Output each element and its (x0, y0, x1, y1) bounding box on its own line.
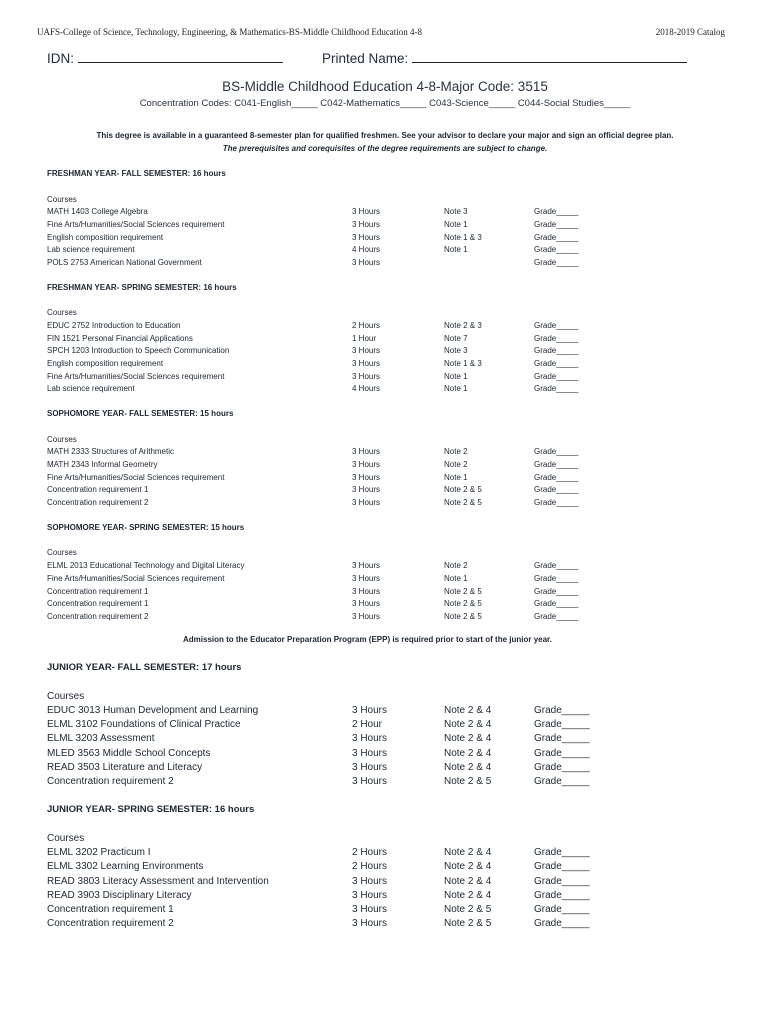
course-name: SPCH 1203 Introduction to Speech Communication (47, 346, 230, 355)
course-note: Note 3 (444, 346, 468, 355)
course-note: Note 1 (444, 384, 468, 393)
course-note: Note 2 & 5 (444, 599, 482, 608)
course-hours: 2 Hours (352, 861, 388, 872)
course-name: ELML 3302 Learning Environments (47, 861, 204, 872)
course-hours: 3 Hours (352, 372, 381, 381)
idn-label: IDN: (47, 51, 74, 66)
grade-blank[interactable]: Grade_____ (534, 861, 590, 872)
course-hours: 3 Hours (352, 876, 388, 887)
course-note: Note 1 (444, 372, 468, 381)
grade-blank[interactable]: Grade_____ (534, 847, 590, 858)
course-hours: 3 Hours (352, 485, 381, 494)
grade-blank[interactable]: Grade_____ (534, 612, 579, 621)
printed-name-underline[interactable] (412, 50, 687, 63)
course-hours: 3 Hours (352, 599, 381, 608)
course-hours: 3 Hours (352, 460, 381, 469)
course-hours: 3 Hours (352, 587, 381, 596)
course-note: Note 2 & 4 (444, 733, 492, 744)
grade-blank[interactable]: Grade_____ (534, 207, 579, 216)
course-hours: 3 Hours (352, 918, 388, 929)
course-name: Concentration requirement 2 (47, 918, 174, 929)
course-note: Note 2 & 4 (444, 748, 492, 759)
course-hours: 3 Hours (352, 776, 388, 787)
course-name: READ 3503 Literature and Literacy (47, 762, 203, 773)
grade-blank[interactable]: Grade_____ (534, 258, 579, 267)
course-note: Note 2 & 4 (444, 762, 492, 773)
guarantee-notice: This degree is available in a guaranteed 8-semester plan for qualified freshmen. See your advisor to declare your major and sign an official degree plan. (96, 131, 674, 140)
courses-label: Courses (47, 435, 77, 444)
course-note: Note 2 & 4 (444, 876, 492, 887)
printed-name-label: Printed Name: (322, 51, 409, 66)
course-note: Note 2 (444, 447, 468, 456)
concentration-codes: Concentration Codes: C041-English_____ C042-Mathematics_____ C043-Science_____ C044-Social Studies_____ (139, 98, 631, 109)
course-note: Note 2 & 5 (444, 776, 492, 787)
course-note: Note 2 & 4 (444, 719, 492, 730)
courses-label: Courses (47, 691, 85, 702)
grade-blank[interactable]: Grade_____ (534, 498, 579, 507)
degree-title: BS-Middle Childhood Education 4-8-Major Code: 3515 (222, 79, 548, 94)
course-hours: 3 Hours (352, 473, 381, 482)
epp-admission-note: Admission to the Educator Preparation Program (EPP) is required prior to start of the junior year. (183, 635, 552, 644)
course-note: Note 2 & 5 (444, 612, 482, 621)
courses-label: Courses (47, 195, 77, 204)
course-hours: 3 Hours (352, 574, 381, 583)
course-hours: 3 Hours (352, 733, 388, 744)
course-note: Note 2 (444, 460, 468, 469)
course-hours: 2 Hours (352, 847, 388, 858)
grade-blank[interactable]: Grade_____ (534, 485, 579, 494)
semester-title: SOPHOMORE YEAR- SPRING SEMESTER: 15 hours (47, 523, 245, 532)
grade-blank[interactable]: Grade_____ (534, 561, 579, 570)
grade-blank[interactable]: Grade_____ (534, 705, 590, 716)
course-name: Concentration requirement 1 (47, 904, 174, 915)
header-catalog-year: 2018-2019 Catalog (655, 27, 725, 37)
course-note: Note 3 (444, 207, 468, 216)
course-name: ELML 3203 Assessment (47, 733, 155, 744)
course-note: Note 2 & 5 (444, 918, 492, 929)
course-hours: 3 Hours (352, 233, 381, 242)
course-name: Concentration requirement 2 (47, 776, 174, 787)
course-hours: 3 Hours (352, 498, 381, 507)
course-name: READ 3903 Disciplinary Literacy (47, 890, 192, 901)
course-note: Note 2 & 4 (444, 890, 492, 901)
grade-blank[interactable]: Grade_____ (534, 233, 579, 242)
course-note: Note 1 & 3 (444, 233, 482, 242)
grade-blank[interactable]: Grade_____ (534, 346, 579, 355)
course-hours: 3 Hours (352, 447, 381, 456)
prereq-note: The prerequisites and corequisites of the degree requirements are subject to change. (222, 144, 548, 153)
grade-blank[interactable]: Grade_____ (534, 460, 579, 469)
course-note: Note 7 (444, 334, 468, 343)
course-name: MATH 1403 College Algebra (47, 207, 148, 216)
course-hours: 3 Hours (352, 207, 381, 216)
course-note: Note 1 (444, 473, 468, 482)
course-name: Fine Arts/Humanities/Social Sciences requirement (47, 473, 225, 482)
course-hours: 3 Hours (352, 258, 381, 267)
grade-blank[interactable]: Grade_____ (534, 359, 579, 368)
course-hours: 4 Hours (352, 384, 381, 393)
course-note: Note 1 & 3 (444, 359, 482, 368)
course-hours: 2 Hour (352, 719, 383, 730)
course-note: Note 2 & 4 (444, 847, 492, 858)
course-name: MATH 2333 Structures of Arithmetic (47, 447, 175, 456)
course-hours: 3 Hours (352, 705, 388, 716)
grade-blank[interactable]: Grade_____ (534, 473, 579, 482)
course-hours: 3 Hours (352, 762, 388, 773)
course-name: ELML 3102 Foundations of Clinical Practice (47, 719, 241, 730)
grade-blank[interactable]: Grade_____ (534, 918, 590, 929)
course-name: MATH 2343 Informal Geometry (47, 460, 158, 469)
printed-name-field[interactable] (322, 50, 687, 66)
course-name: EDUC 2752 Introduction to Education (47, 321, 181, 330)
semester-title: FRESHMAN YEAR- SPRING SEMESTER: 16 hours (47, 283, 237, 292)
grade-blank[interactable]: Grade_____ (534, 574, 579, 583)
course-name: Concentration requirement 1 (47, 485, 149, 494)
semester-title: JUNIOR YEAR- SPRING SEMESTER: 16 hours (47, 804, 255, 815)
course-name: MLED 3563 Middle School Concepts (47, 748, 211, 759)
grade-blank[interactable]: Grade_____ (534, 334, 579, 343)
course-note: Note 2 & 4 (444, 861, 492, 872)
course-hours: 2 Hours (352, 321, 381, 330)
course-note: Note 2 & 5 (444, 485, 482, 494)
course-name: EDUC 3013 Human Development and Learning (47, 705, 259, 716)
idn-underline[interactable] (78, 50, 283, 63)
course-hours: 1 Hour (352, 334, 377, 343)
course-name: Lab science requirement (47, 245, 135, 254)
course-name: POLS 2753 American National Government (47, 258, 202, 267)
course-hours: 3 Hours (352, 890, 388, 901)
course-hours: 4 Hours (352, 245, 381, 254)
header-college: UAFS-College of Science, Technology, Engineering, & Mathematics-BS-Middle Childhood Education 4-8 (37, 27, 423, 37)
grade-blank[interactable]: Grade_____ (534, 733, 590, 744)
grade-blank[interactable]: Grade_____ (534, 220, 579, 229)
grade-blank[interactable]: Grade_____ (534, 719, 590, 730)
course-hours: 3 Hours (352, 904, 388, 915)
course-note: Note 1 (444, 245, 468, 254)
course-name: Fine Arts/Humanities/Social Sciences requirement (47, 574, 225, 583)
courses-label: Courses (47, 833, 85, 844)
course-name: English composition requirement (47, 233, 164, 242)
grade-blank[interactable]: Grade_____ (534, 587, 579, 596)
course-note: Note 1 (444, 574, 468, 583)
course-note: Note 2 (444, 561, 468, 570)
course-name: ELML 2013 Educational Technology and Digital Literacy (47, 561, 245, 570)
course-name: FIN 1521 Personal Financial Applications (47, 334, 193, 343)
course-note: Note 2 & 5 (444, 498, 482, 507)
course-name: Fine Arts/Humanities/Social Sciences requirement (47, 220, 225, 229)
course-name: English composition requirement (47, 359, 164, 368)
course-note: Note 1 (444, 220, 468, 229)
grade-blank[interactable]: Grade_____ (534, 372, 579, 381)
course-hours: 3 Hours (352, 561, 381, 570)
course-hours: 3 Hours (352, 359, 381, 368)
course-note: Note 2 & 5 (444, 904, 492, 915)
course-note: Note 2 & 3 (444, 321, 482, 330)
semester-title: FRESHMAN YEAR- FALL SEMESTER: 16 hours (47, 169, 226, 178)
course-hours: 3 Hours (352, 612, 381, 621)
course-hours: 3 Hours (352, 748, 388, 759)
semester-title: SOPHOMORE YEAR- FALL SEMESTER: 15 hours (47, 409, 234, 418)
grade-blank[interactable]: Grade_____ (534, 321, 579, 330)
course-name: Lab science requirement (47, 384, 135, 393)
grade-blank[interactable]: Grade_____ (534, 384, 579, 393)
course-note: Note 2 & 4 (444, 705, 492, 716)
course-name: ELML 3202 Practicum I (47, 847, 151, 858)
grade-blank[interactable]: Grade_____ (534, 245, 579, 254)
course-hours: 3 Hours (352, 220, 381, 229)
grade-blank[interactable]: Grade_____ (534, 599, 579, 608)
course-name: Concentration requirement 1 (47, 587, 149, 596)
semester-title: JUNIOR YEAR- FALL SEMESTER: 17 hours (47, 662, 242, 673)
course-note: Note 2 & 5 (444, 587, 482, 596)
grade-blank[interactable]: Grade_____ (534, 748, 590, 759)
grade-blank[interactable]: Grade_____ (534, 890, 590, 901)
course-name: Concentration requirement 2 (47, 612, 149, 621)
idn-field[interactable] (47, 50, 283, 66)
grade-blank[interactable]: Grade_____ (534, 447, 579, 456)
course-name: Concentration requirement 1 (47, 599, 149, 608)
course-name: READ 3803 Literacy Assessment and Intervention (47, 876, 269, 887)
grade-blank[interactable]: Grade_____ (534, 876, 590, 887)
course-name: Concentration requirement 2 (47, 498, 149, 507)
courses-label: Courses (47, 548, 77, 557)
grade-blank[interactable]: Grade_____ (534, 904, 590, 915)
grade-blank[interactable]: Grade_____ (534, 762, 590, 773)
course-name: Fine Arts/Humanities/Social Sciences requirement (47, 372, 225, 381)
grade-blank[interactable]: Grade_____ (534, 776, 590, 787)
course-hours: 3 Hours (352, 346, 381, 355)
courses-label: Courses (47, 308, 77, 317)
